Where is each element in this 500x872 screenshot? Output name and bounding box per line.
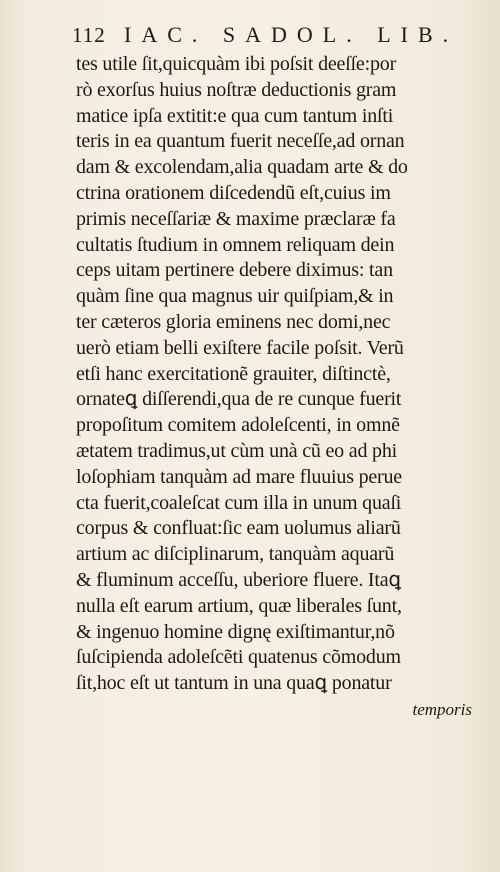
running-title: IAC. SADOL. LIB.: [124, 22, 459, 47]
text-line: primis neceſſariæ & maxime præclaræ fa: [76, 207, 396, 230]
text-line: ctrina orationem diſcedendũ eſt,cuius im: [76, 181, 391, 204]
text-line: ſit,hoc eſt ut tantum in una quaꝗ ponatur: [76, 672, 392, 695]
text-line: cta fuerit,coaleſcat cum illa in unum quaſi: [76, 491, 402, 514]
text-line: ceps uitam pertinere debere diximus: tan: [76, 259, 393, 282]
text-line: tes utile ſit,quicquàm ibi poſsit deeſſe:por: [76, 53, 397, 75]
text-line: ter cæteros gloria eminens nec domi,nec: [76, 310, 391, 333]
page-number: 112: [72, 23, 106, 47]
text-line: corpus & confluat:ſic eam uolumus aliarũ: [76, 517, 401, 540]
catchword: temporis: [412, 700, 472, 719]
text-line: ætatem tradimus,ut cùm unà cũ eo ad phi: [76, 439, 398, 462]
text-line: uerò etiam belli exiſtere facile poſsit. Verũ: [76, 336, 404, 359]
text-line: propoſitum comitem adoleſcenti, in omnẽ: [76, 414, 400, 437]
text-line: & ingenuo homine dignę exiſtimantur,nõ: [76, 620, 395, 643]
text-line: etſi hanc exercitationẽ grauiter, diſtinctè,: [76, 362, 391, 385]
text-line: ornateꝗ diſſerendi,qua de re cunque fuerit: [76, 388, 402, 411]
text-line: & fluminum acceſſu, uberiore fluere. Itaꝗ: [76, 568, 401, 591]
text-line: nulla eſt earum artium, quæ liberales ſunt,: [76, 594, 402, 617]
text-line: loſophiam tanquàm ad mare fluuius perue: [76, 465, 402, 488]
text-line: dam & excolendam,alia quadam arte & do: [76, 156, 408, 179]
text-line: artium ac diſciplinarum, tanquàm aquarũ: [76, 543, 395, 566]
body-text: [76, 52, 486, 697]
text-line: teris in ea quantum fuerit neceſſe,ad ornan: [76, 130, 405, 153]
text-line: rò exorſus huius noſtræ deductionis gram: [76, 78, 397, 101]
text-line: cultatis ſtudium in omnem reliquam dein: [76, 233, 395, 256]
text-line: quàm ſine qua magnus uir quiſpiam,& in: [76, 285, 394, 308]
text-line: ſuſcipienda adoleſcẽti quatenus cõmodum: [76, 646, 401, 669]
text-line: matice ipſa extitit:e qua cum tantum inſti: [76, 104, 394, 127]
